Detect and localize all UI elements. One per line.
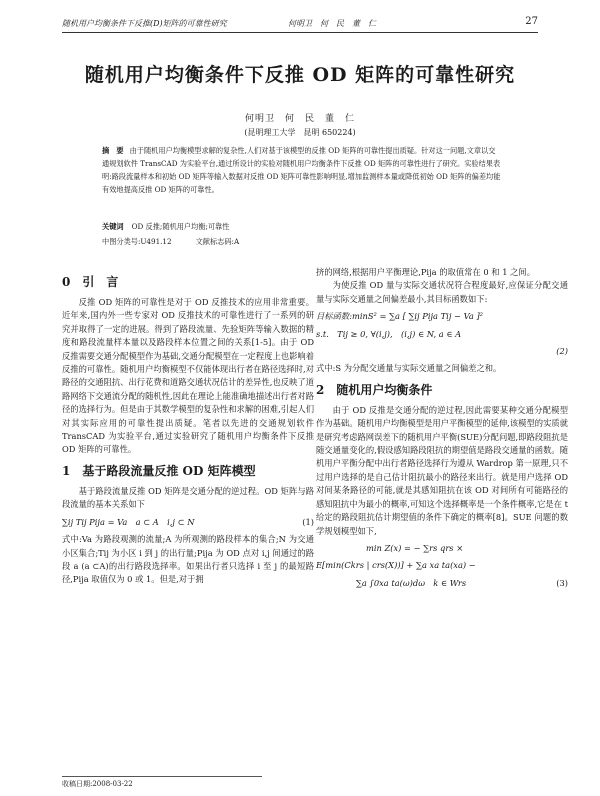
section-number: 2 <box>316 382 325 397</box>
body-paragraph: 式中:S 为分配交通量与实际交通量之间偏差之和。 <box>316 363 502 374</box>
document-code: 文献标志码:A <box>195 237 240 246</box>
body-paragraph: 基于路段流量反推 OD 矩阵是交通分配的逆过程。OD 矩阵与路段流量的基本关系如下 <box>62 485 314 510</box>
equation-number: (1) <box>302 516 314 527</box>
equation-3-line-3 <box>316 577 568 590</box>
abstract-label: 摘 要 <box>102 146 124 155</box>
intro-paragraph: 反推 OD 矩阵的可靠性是对于 OD 反推技术的应用非常重要。近年来,国内外一些专家对 OD 反推技术的可靠性进行了一系列的研究并取得了一定的进展。得到了路段流量、先验矩阵等输入数据的精度和路段流量样本量以及路段样本位置之间的关系[1-5]。由于 OD 反推需要交通分配模型作为基础,交通分配模型在一定程度上也影响着反推的可靠性。随机用户均衡模型不仅能体现出行者在路径选择时,对路径的交通阻抗、出行花费和道路交通状况估计的差异性,也反映了道路网络下交通流分配的随机性,因此在理论上能准确地描述出行者对路径的选择行为。但是由于其数学模型的复杂性和求解的困难,引起人们对其实际应用的可靠性提出质疑。笔者以先进的交通规划软件 TransCAD 为实验平台,通过实验研究了随机用户均衡条件下反推 OD 矩阵的可靠性。 <box>62 297 314 455</box>
section-heading-sue <box>316 382 568 398</box>
equation-body: min Z(x) = − ∑rs qrs × <box>366 542 464 553</box>
section-number: 1 <box>62 463 71 478</box>
left-column <box>62 268 314 587</box>
equation-constraint: s.t. Tij ≥ 0, ∀(i,j), (i,j) ∈ N, a ∈ A <box>316 328 462 339</box>
affiliation: (昆明理工大学 昆明 650224) <box>244 128 356 137</box>
equation-3-line-2 <box>316 559 568 572</box>
equation-body: ∑a ∫0xa ta(ω)dω k ∈ Wrs <box>356 577 467 588</box>
page-number: 27 <box>525 16 538 27</box>
abstract-text: 由于随机用户均衡模型求解的复杂性,人们对基于该模型的反推 OD 矩阵的可靠性提出质疑。针对这一问题,文章以交通规划软件 TransCAD 为实验平台,通过所设计的实验对随机用户均衡条件下反推 OD 矩阵的可靠性进行了研究。实验结果表明:路段流量样本和初始 OD 矩阵等输入数据对反推 OD 矩阵可靠性影响明显,增加监测样本量或降低初始 OD 矩阵的偏差均能有效地提高反推 OD 矩阵的可靠性。 <box>102 146 501 194</box>
paper-title: 随机用户均衡条件下反推 OD 矩阵的可靠性研究 <box>84 64 516 86</box>
running-head-journal: 随机用户均衡条件下反推(D)矩阵的可靠性研究 <box>62 19 227 28</box>
abstract <box>102 144 502 196</box>
equation-3-line-1 <box>316 542 568 555</box>
keywords <box>102 222 502 232</box>
section-heading-intro <box>62 274 314 290</box>
running-head-authors: 何明卫 何 民 董 仁 <box>288 19 376 28</box>
running-head <box>62 18 538 33</box>
equation-number: (2) <box>556 346 568 357</box>
section-title: 基于路段流量反推 OD 矩阵模型 <box>82 463 256 478</box>
right-column <box>316 266 568 594</box>
keywords-label: 关键词 <box>102 222 124 231</box>
classification-number: 中图分类号:U491.12 <box>102 237 172 246</box>
body-paragraph: 式中:Va 为路段观测的流量;A 为所观测的路段样本的集合;N 为交通小区集合;Tij 为小区 i 到 j 的出行量;Pija 为 OD 点对 i,j 间通过的路段 a (a ⊂A)的出行路段选择率。如果出行者只选择 i 至 j 的最短路径,Pija 取值仅为 0 或 1。但是,对于拥 <box>62 534 314 585</box>
section-heading-model <box>62 463 314 479</box>
equation-2-number-row <box>316 345 568 358</box>
equation-2-constraint <box>316 328 568 341</box>
classification <box>102 237 502 247</box>
equation-1 <box>62 516 314 529</box>
body-paragraph: 由于 OD 反推是交通分配的逆过程,因此需要某种交通分配模型作为基础。随机用户均衡模型是用户平衡模型的延伸,该模型的实质就是研究考虑路网误差下的随机用户平衡(SUE)分配问题,即路段阻抗是随交通量变化的,假设感知路段阻抗的期望值是路段交通量的函数。随机用户平衡分配中出行者路径选择行为遵从 Wardrop 第一原理,只不过用户选择的是自己估计阻抗最小的路径来出行。就是用户选择 OD 对间某条路径的可能,就是其感知阻抗在该 OD 对间所有可能路径的感知阻抗中为最小的概率,可知这个选择概率是一个条件概率,它是在 t 给定的路段阻抗估计期望值的条件下确定的概率[8]。SUE 问题的数学规划模型如下, <box>316 404 568 536</box>
body-paragraph: 为使反推 OD 量与实际交通状况符合程度最好,应保证分配交通量与实际交通量之间偏差最小,其目标函数如下: <box>316 280 568 304</box>
equation-2 <box>316 310 568 323</box>
keywords-text: OD 反推;随机用户均衡;可靠性 <box>131 222 230 231</box>
equation-body: ∑ij Tij Pija = Va a ⊂ A i,j ⊂ N <box>62 516 195 527</box>
equation-body: 目标函数:minS² = ∑a [ ∑ij Pija Tij − Va ]² <box>316 311 484 322</box>
section-number: 0 <box>62 275 71 289</box>
equation-number: (3) <box>556 577 568 588</box>
author-list: 何明卫 何 民 董 仁 <box>244 114 355 124</box>
section-title: 引 言 <box>82 275 119 289</box>
equation-body: E[min(Ckrs | crs(X))] + ∑a xa ta(xa) − <box>316 560 476 571</box>
section-title: 随机用户均衡条件 <box>336 382 433 397</box>
body-paragraph: 挤的网络,根据用户平衡理论,Pija 的取值常在 0 和 1 之间。 <box>316 267 536 277</box>
received-date-footnote: 收稿日期:2008-03-22 <box>62 776 262 789</box>
